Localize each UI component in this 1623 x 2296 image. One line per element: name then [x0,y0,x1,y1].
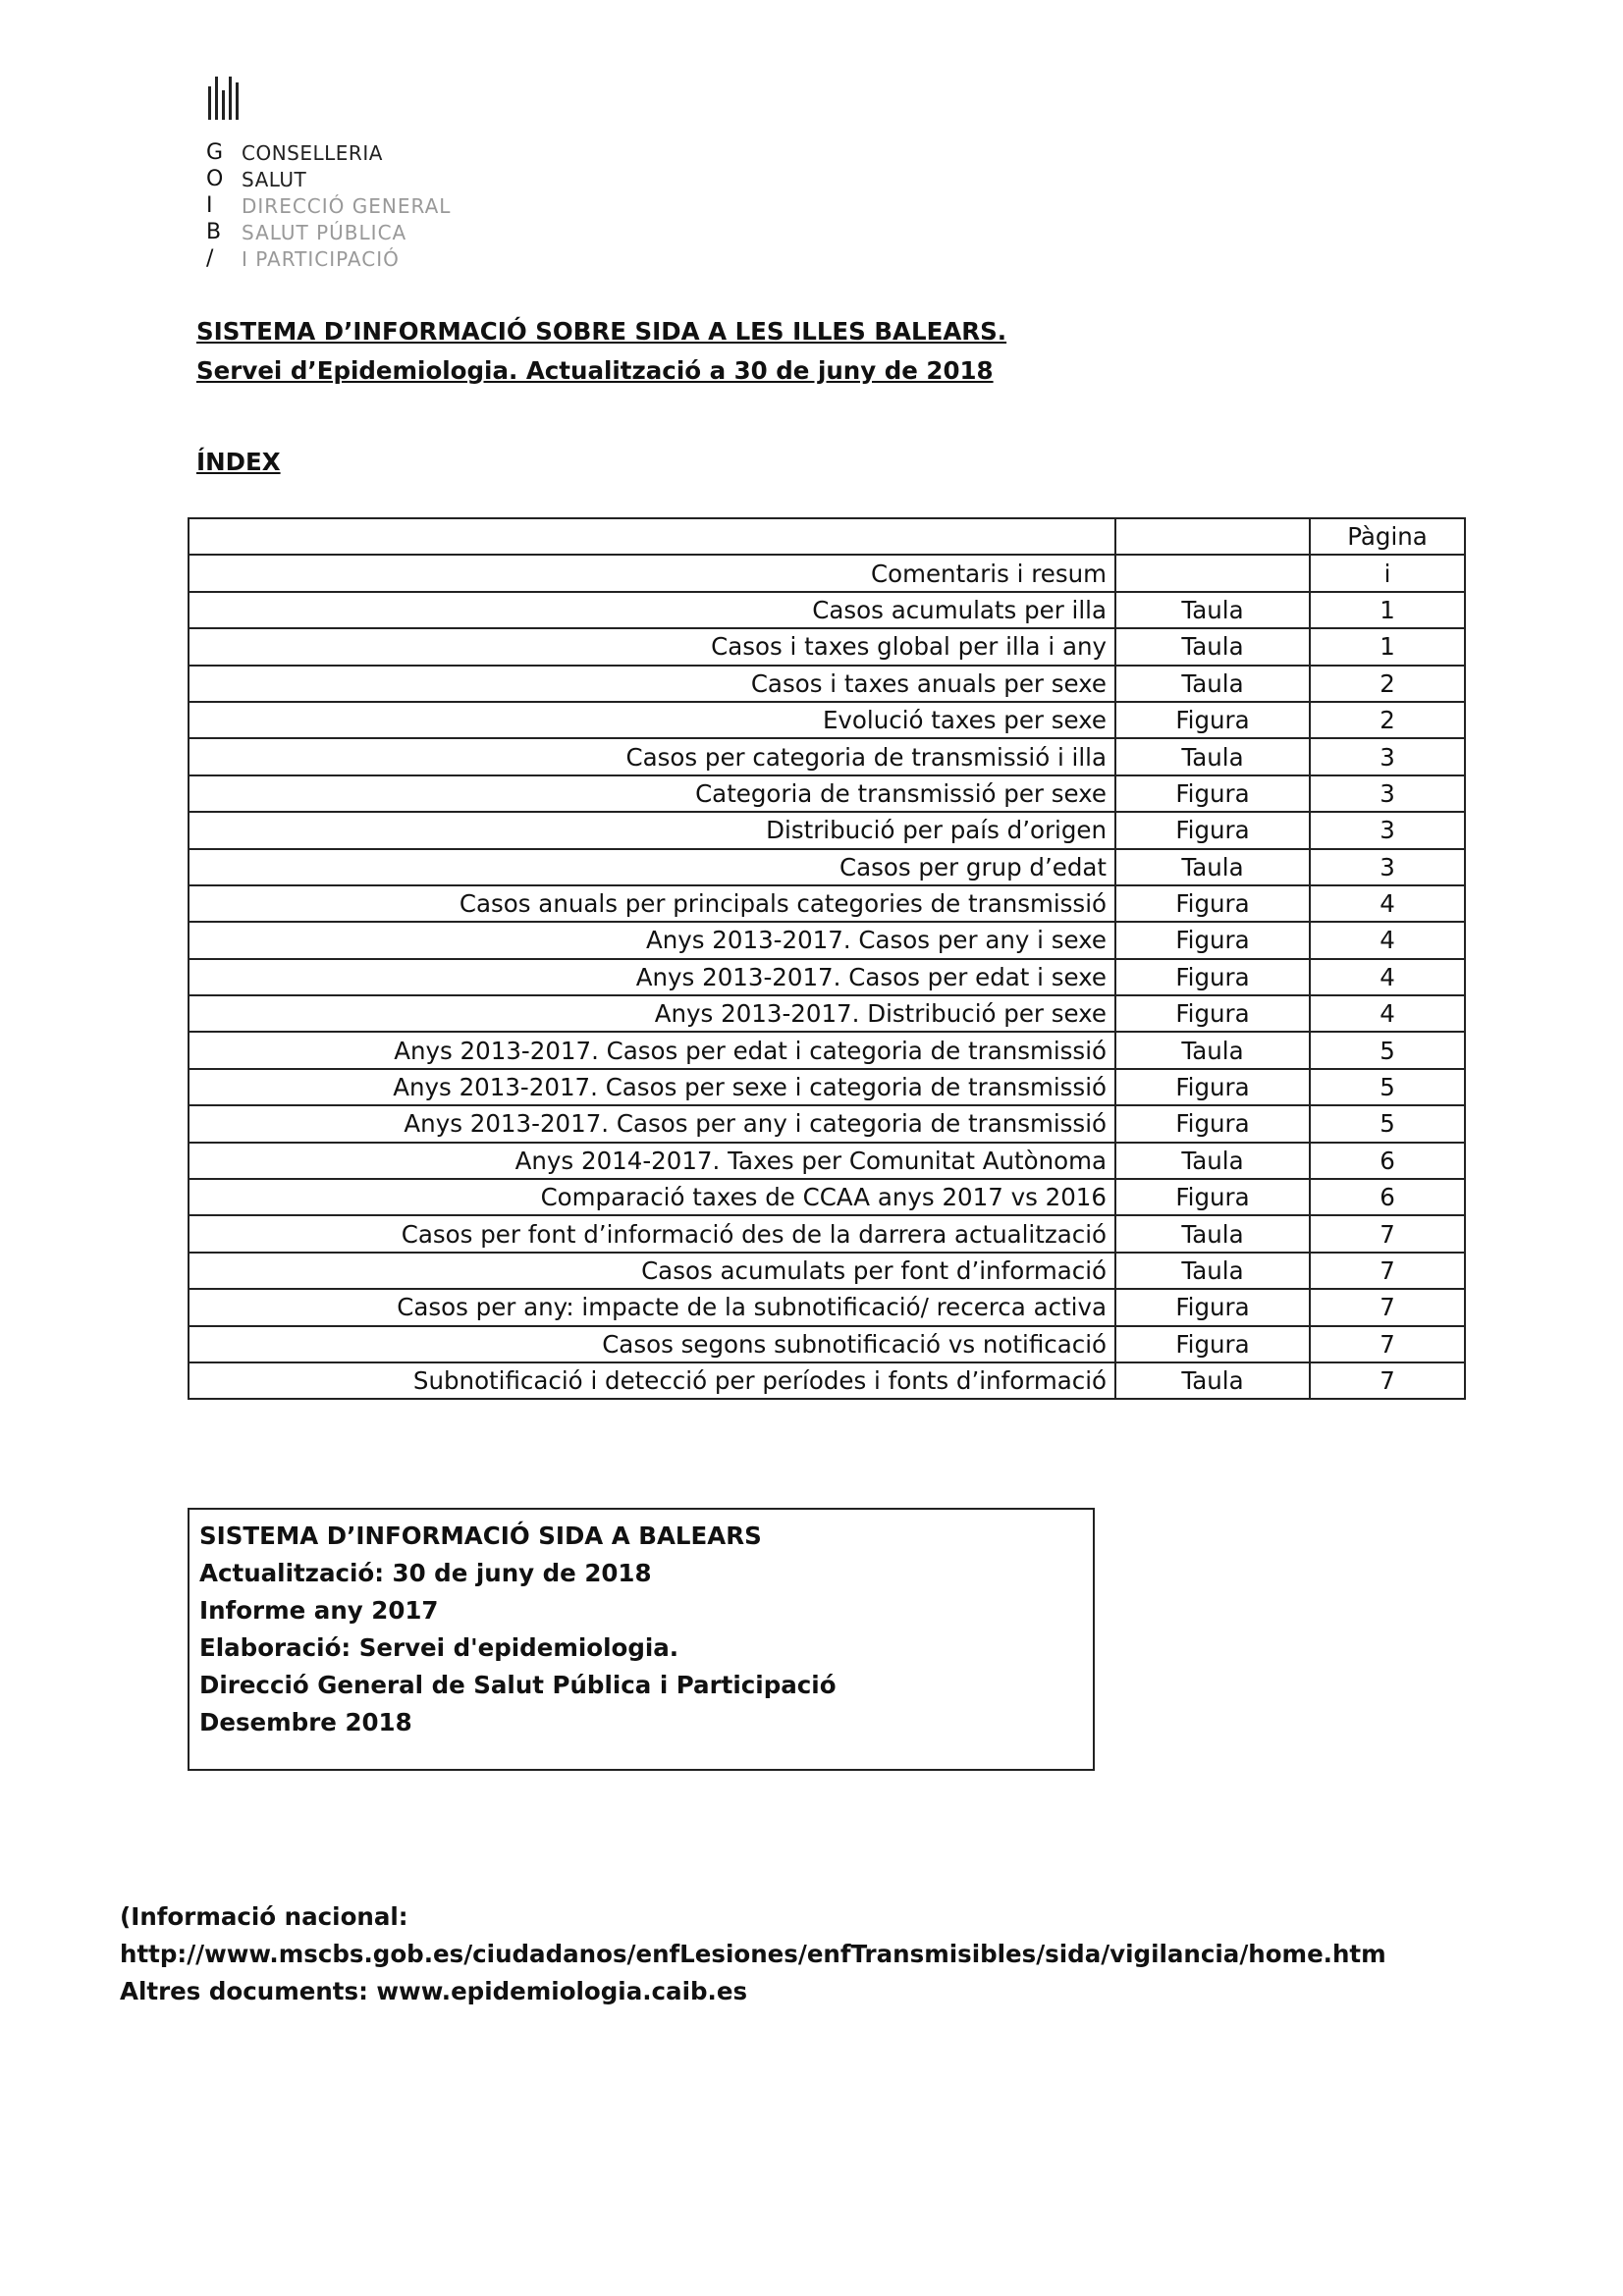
index-row-page: 1 [1310,628,1465,665]
index-row-type: Figura [1115,995,1310,1032]
logo-letter: I [206,193,213,218]
index-row [189,555,1465,591]
index-row-description: Casos per grup d’edat [189,849,1115,885]
index-row-type: Taula [1115,1215,1310,1252]
logo-conselleria: CONSELLERIA [242,140,383,165]
logo-letter: G [206,140,224,165]
index-row-page: 7 [1310,1215,1465,1252]
index-row [189,1179,1465,1215]
goib-emblem-icon [208,77,451,120]
index-row-description: Casos i taxes anuals per sexe [189,666,1115,702]
logo-letter: B [206,220,222,244]
footer-national-info: (Informació nacional: [120,1902,408,1931]
index-row-page: 3 [1310,812,1465,848]
info-line-update: Actualització: 30 de juny de 2018 [199,1559,652,1587]
index-row-type: Taula [1115,1143,1310,1179]
logo-line [206,192,451,219]
index-row-description: Casos anuals per principals categories de transmissió [189,885,1115,922]
logo-salut-publica: SALUT PÚBLICA [242,220,407,244]
index-row-page: 6 [1310,1143,1465,1179]
index-row-type: Figura [1115,1326,1310,1362]
index-row-type: Taula [1115,666,1310,702]
index-row-page: 7 [1310,1362,1465,1399]
index-row-description: Categoria de transmissió per sexe [189,775,1115,812]
index-row-description: Anys 2014-2017. Taxes per Comunitat Autònoma [189,1143,1115,1179]
index-row-description: Comentaris i resum [189,555,1115,591]
index-row [189,628,1465,665]
logo-letter: O [206,167,224,191]
index-row-type: Figura [1115,775,1310,812]
index-row-description: Anys 2013-2017. Casos per edat i sexe [189,959,1115,995]
index-row [189,1289,1465,1325]
index-row-type: Figura [1115,812,1310,848]
index-row-type: Figura [1115,885,1310,922]
index-row-type: Taula [1115,1032,1310,1068]
index-row-description: Casos per font d’informació des de la darrera actualització [189,1215,1115,1252]
index-row-description: Casos acumulats per font d’informació [189,1253,1115,1289]
info-line-system: SISTEMA D’INFORMACIÓ SIDA A BALEARS [199,1522,762,1550]
index-row-description: Casos segons subnotificació vs notificació [189,1326,1115,1362]
index-row [189,666,1465,702]
index-row-type: Taula [1115,1253,1310,1289]
index-row-page: 5 [1310,1105,1465,1142]
index-row-type: Figura [1115,1179,1310,1215]
info-box [188,1508,1095,1771]
index-row-description: Comparació taxes de CCAA anys 2017 vs 2016 [189,1179,1115,1215]
info-line-date: Desembre 2018 [199,1708,412,1736]
index-row-page: 4 [1310,959,1465,995]
index-row-description: Anys 2013-2017. Casos per edat i categoria de transmissió [189,1032,1115,1068]
index-row-page: 7 [1310,1326,1465,1362]
index-row-page: 5 [1310,1032,1465,1068]
index-row [189,849,1465,885]
index-row-page: 6 [1310,1179,1465,1215]
index-row [189,1032,1465,1068]
index-row [189,995,1465,1032]
document-title [196,312,1006,391]
title-line-1: SISTEMA D’INFORMACIÓ SOBRE SIDA A LES ILLES BALEARS. [196,317,1007,346]
index-row-page: 7 [1310,1253,1465,1289]
index-row-description: Subnotificació i detecció per períodes i fonts d’informació [189,1362,1115,1399]
index-row-type: Taula [1115,592,1310,628]
index-row [189,959,1465,995]
index-row-page: 3 [1310,775,1465,812]
index-row-type: Taula [1115,1362,1310,1399]
logo-text-block [206,139,451,272]
logo-line [206,166,451,192]
index-row-page: 4 [1310,922,1465,958]
logo-participacio: I PARTICIPACIÓ [242,246,400,271]
logo-line [206,219,451,245]
header-cell-empty [189,518,1115,555]
index-row-type: Taula [1115,628,1310,665]
info-line-report: Informe any 2017 [199,1596,439,1625]
logo-line [206,139,451,166]
index-row-description: Casos per any: impacte de la subnotificació/ recerca activa [189,1289,1115,1325]
index-heading: ÍNDEX [196,448,281,476]
footer-national-link[interactable]: http://www.mscbs.gob.es/ciudadanos/enfLesiones/enfTransmisibles/sida/vigilancia/home.htm [120,1940,1386,1968]
index-row [189,922,1465,958]
index-row-page: 5 [1310,1069,1465,1105]
index-row-description: Casos acumulats per illa [189,592,1115,628]
index-row-page: i [1310,555,1465,591]
index-header-row [189,518,1465,555]
index-row [189,775,1465,812]
index-row-description: Casos i taxes global per illa i any [189,628,1115,665]
logo-direccio: DIRECCIÓ GENERAL [242,193,452,218]
index-row [189,1215,1465,1252]
index-row-description: Anys 2013-2017. Casos per sexe i categoria de transmissió [189,1069,1115,1105]
logo-line [206,245,451,272]
logo-letter: / [206,246,214,271]
index-row-type [1115,555,1310,591]
index-row-page: 3 [1310,849,1465,885]
header-cell-page: Pàgina [1310,518,1465,555]
index-row-type: Figura [1115,702,1310,738]
index-row [189,592,1465,628]
index-row-description: Anys 2013-2017. Distribució per sexe [189,995,1115,1032]
index-row-type: Figura [1115,1289,1310,1325]
index-row-page: 7 [1310,1289,1465,1325]
index-row [189,702,1465,738]
index-row-description: Anys 2013-2017. Casos per any i categoria de transmissió [189,1105,1115,1142]
index-row-page: 1 [1310,592,1465,628]
index-row [189,1326,1465,1362]
index-row-description: Anys 2013-2017. Casos per any i sexe [189,922,1115,958]
index-row [189,812,1465,848]
footer [120,1898,1386,2010]
title-line-2: Servei d’Epidemiologia. Actualització a 30 de juny de 2018 [196,356,994,385]
index-row [189,1143,1465,1179]
index-row [189,1253,1465,1289]
index-row-description: Casos per categoria de transmissió i illa [189,738,1115,774]
index-row [189,885,1465,922]
index-row-type: Figura [1115,959,1310,995]
index-row-page: 2 [1310,666,1465,702]
index-row [189,1105,1465,1142]
index-row [189,738,1465,774]
logo-salut: SALUT [242,167,307,191]
header-cell-empty [1115,518,1310,555]
info-line-direction: Direcció General de Salut Pública i Participació [199,1671,837,1699]
index-row-type: Figura [1115,1105,1310,1142]
index-row-type: Taula [1115,849,1310,885]
index-row-page: 3 [1310,738,1465,774]
index-row [189,1069,1465,1105]
footer-other-documents[interactable]: Altres documents: www.epidemiologia.caib.es [120,1977,748,2005]
index-row-description: Distribució per país d’origen [189,812,1115,848]
goib-logo [206,77,451,272]
index-row-description: Evolució taxes per sexe [189,702,1115,738]
index-row-type: Figura [1115,922,1310,958]
index-table [188,517,1466,1400]
index-row-page: 4 [1310,885,1465,922]
index-row-type: Figura [1115,1069,1310,1105]
index-row-page: 2 [1310,702,1465,738]
info-line-authoring: Elaboració: Servei d'epidemiologia. [199,1633,679,1662]
index-row [189,1362,1465,1399]
index-row-page: 4 [1310,995,1465,1032]
index-row-type: Taula [1115,738,1310,774]
